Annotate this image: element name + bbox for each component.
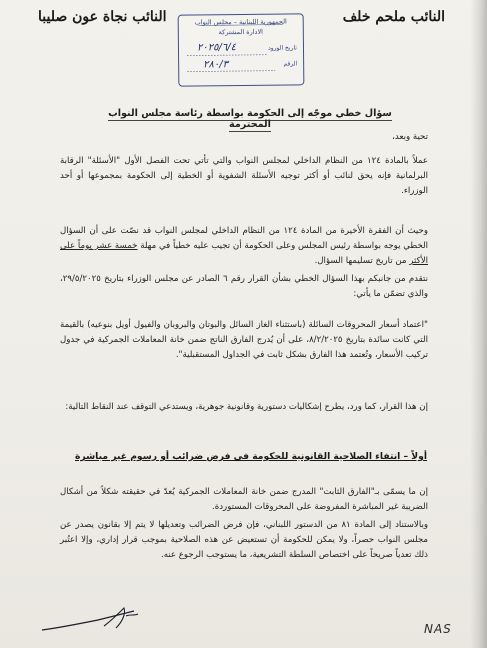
mp-name-right: النائب ملحم خلف	[342, 9, 445, 25]
paragraph-1: عملاً بالمادة ١٢٤ من النظام الداخلي لمجلس النواب والتي تأتي تحت الفصل الأول "الأسئلة" الرقابة البرلمانية فإنه يحق لنائب أو أكثر توجيه الأسئلة الشفوية أو الخطية إلى الحكومة بمجموعها أو أحد الوزراء.	[60, 156, 428, 196]
stamp-date-label: تاريخ الورود	[268, 44, 298, 52]
paragraph-3: نتقدم من جانبكم بهذا السؤال الخطي بشأن القرار رقم ٦ الصادر عن مجلس الوزراء بتاريخ ٢٩/٥/٢٠٢٥، والذي تضمّن ما يأتي:	[60, 274, 429, 299]
paragraph-7: وبالاستناد إلى المادة ٨١ من الدستور اللبناني، فإن فرض الضرائب وتعديلها لا يتم إلا بقانون يصدر عن مجلس النواب حصراً، ولا يمكن للحكومة أن تستعيض عن هذه الصلاحية بموجب قرار إداري، وإلا اعتُبر ذلك تعدياً صريحاً على اختصاص السلطة التشريعية، ما يستوجب الرجوع عنه.	[60, 520, 428, 560]
deadline-underlined: خمسة عشر يوماً على الأكثر	[60, 241, 428, 266]
page-edge-shadow	[470, 0, 487, 648]
paragraph-6: إن ما يسمّى بـ"الفارق الثابت" المدرج ضمن خانة المعاملات الجمركية يُعدّ في حقيقته شكلاً من أشكال الضريبة غير المباشرة المفروضة على المحروقات المستوردة.	[60, 487, 428, 512]
section-1-heading: أولاً – انتفاء الصلاحية القانونية للحكومة في فرض ضرائب أو رسوم غير مباشرة	[75, 451, 427, 462]
document-title: سؤال خطي موجّه إلى الحكومة بواسطة رئاسة مجلس النواب المحترمة	[108, 108, 392, 130]
handwritten-signature	[38, 602, 148, 636]
stamp-date-handwritten: ٢٠٢٥/٦/٤	[196, 42, 237, 54]
handwritten-initials: NAS	[424, 622, 452, 636]
paragraph-5: إن هذا القرار، كما ورد، يطرح إشكاليات دستورية وقانونية جوهرية، ويستدعي التوقف عند النقاط التالية:	[65, 402, 428, 412]
stamp-line-1: الجمهورية اللبنانية – مجلس النواب	[194, 17, 287, 27]
stamp-line-2: الادارة المشتركة	[218, 27, 263, 37]
greeting: تحية وبعد،	[392, 132, 428, 142]
stamp-number-handwritten: ٢٨٠/٣	[203, 59, 229, 71]
parliament-receipt-stamp	[178, 13, 305, 86]
paragraph-4-quote: "اعتماد أسعار المحروقات السائلة (باستثناء الغاز السائل والبوتان والبروبان والفيول أويل بنوعيه) بالقيمة التي كانت سائدة بتاريخ ٨/٢/٢٠٢٥، على أن يُدرج الفارق الناتج ضمن خانة المعاملات الجمركية في جدول تركيب الأسعار، وتُعتمد هذا الفارق بشكل ثابت في الجداول المستقبلية".	[60, 320, 428, 360]
stamp-lines	[179, 14, 304, 85]
paragraph-2: وحيث أن الفقرة الأخيرة من المادة ١٢٤ من النظام الداخلي لمجلس النواب قد نصّت على أن السؤال الخطي يوجه بواسطة رئيس المجلس وعلى الحكومة أن تجيب عليه خطياً في مهلة خمسة عشر يوماً على الأكثر من تاريخ تسليمها السؤال.	[60, 226, 428, 266]
stamp-number-label: الرقم	[283, 60, 298, 68]
mp-name-left: النائب نجاة عون صليبا	[38, 9, 167, 25]
